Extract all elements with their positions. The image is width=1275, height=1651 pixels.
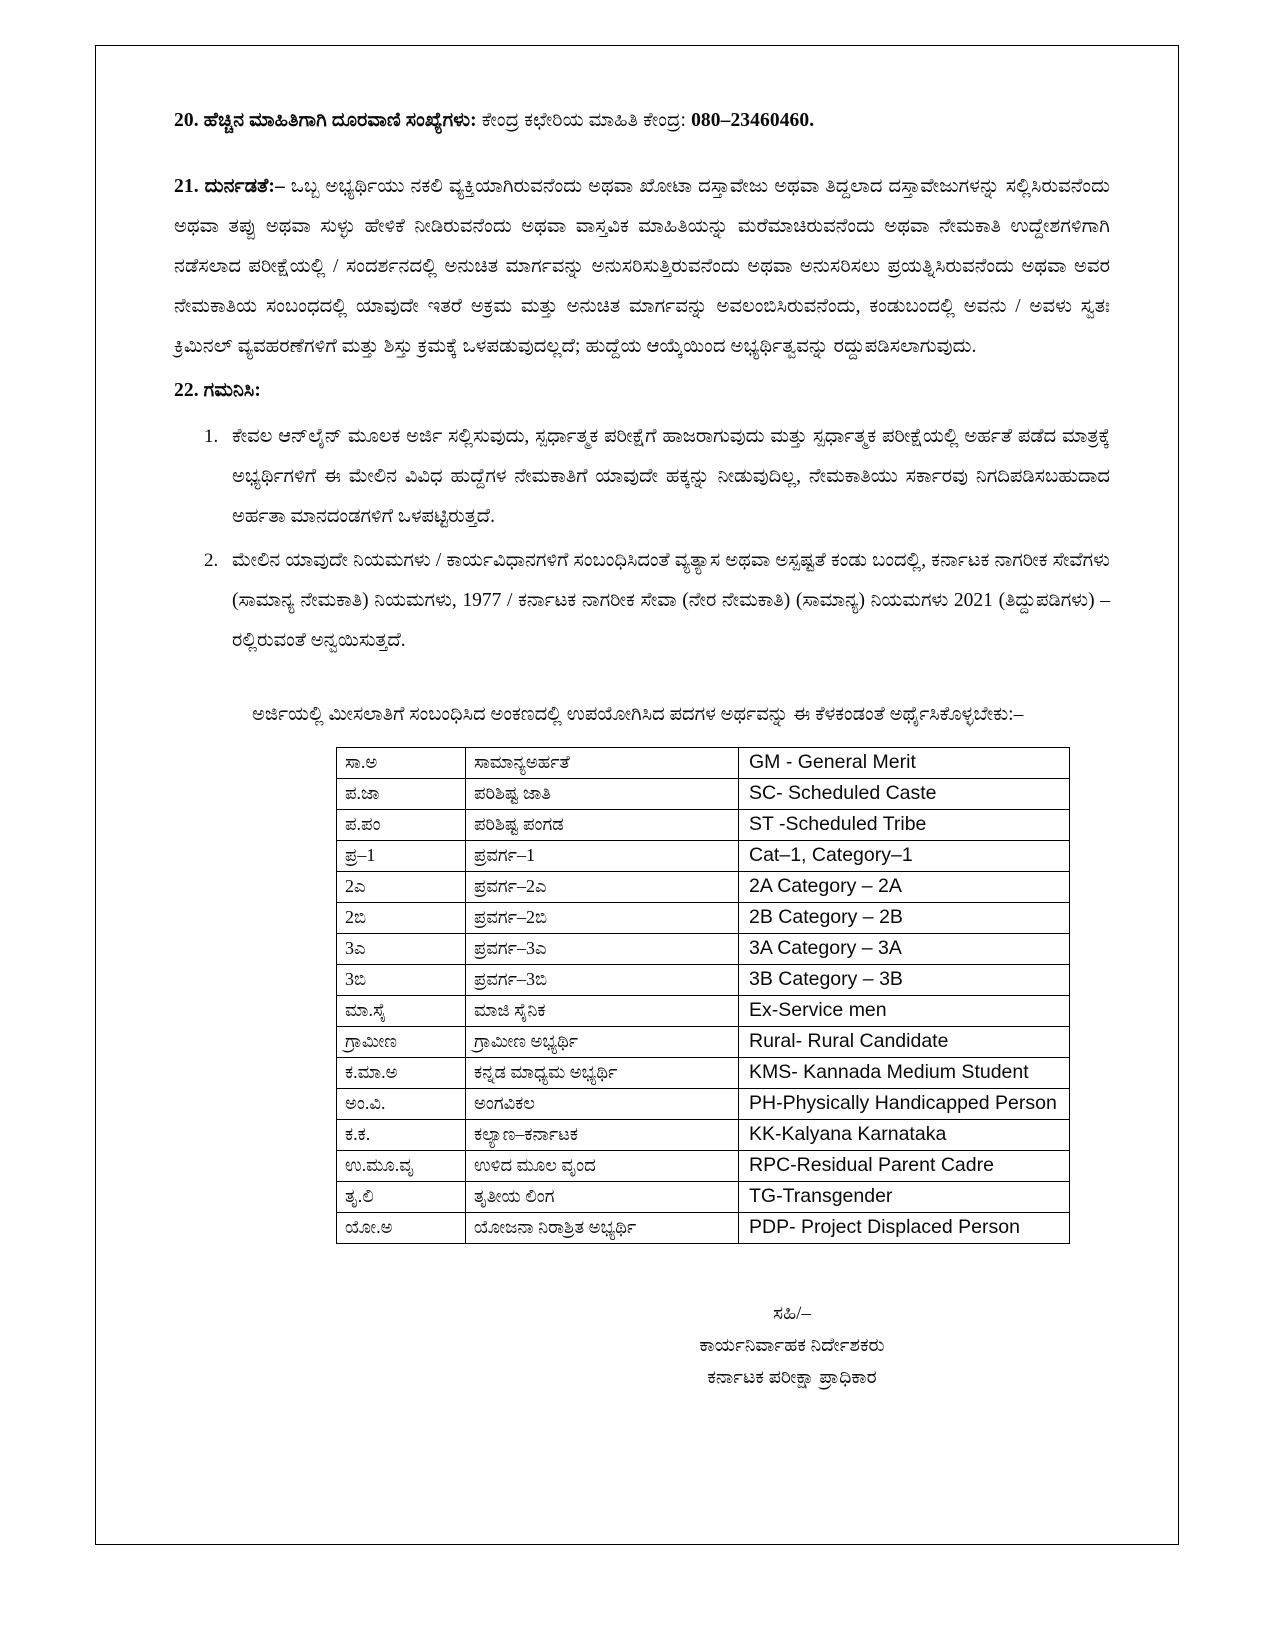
cell-kannada: ಕಲ್ಯಾಣ–ಕರ್ನಾಟಕ [466,1120,739,1151]
table-intro-text: ಅರ್ಜಿಯಲ್ಲಿ ಮೀಸಲಾತಿಗೆ ಸಂಬಂಧಿಸಿದ ಅಂಕಣದಲ್ಲಿ ಉಪಯೋಗಿಸಿದ ಪದಗಳ ಅರ್ಥವನ್ನು ಈ ಕೆಳಕಂಡಂತೆ ಅರ್ಥೈಸಿಕೊಳ್ಳಬೇಕು:– [252,704,1024,725]
cell-code: ಪ್ರ–1 [337,841,466,872]
cell-english: 3B Category – 3B [739,965,1070,996]
cell-kannada: ಪರಿಶಿಷ್ಟ ಜಾತಿ [466,779,739,810]
cell-kannada: ಅಂಗವಿಕಲ [466,1089,739,1120]
signature-designation: ಕಾರ್ಯನಿರ್ವಾಹಕ ನಿರ್ದೇಶಕರು [699,1335,885,1356]
table-row [337,872,1070,903]
cell-code: 2ಎ [337,872,466,903]
cell-english: SC- Scheduled Caste [739,779,1070,810]
cell-kannada: ತೃತೀಯ ಲಿಂಗ [466,1182,739,1213]
abbreviation-table-body [337,748,1070,1244]
table-row [337,903,1070,934]
notes-list [174,417,1110,661]
cell-english: 2A Category – 2A [739,872,1070,903]
table-row [337,996,1070,1027]
cell-code: ಪ.ಪಂ [337,810,466,841]
cell-code: ಕ.ಕ. [337,1120,466,1151]
table-row [337,1151,1070,1182]
document-page [95,45,1179,1545]
clause-20-body: ಕೇಂದ್ರ ಕಛೇರಿಯ ಮಾಹಿತಿ ಕೇಂದ್ರ: [476,110,692,131]
clause-22 [174,371,1110,411]
table-row [337,779,1070,810]
clause-21-number: 21. [174,176,199,197]
cell-english: KMS- Kannada Medium Student [739,1058,1070,1089]
table-row [337,810,1070,841]
clause-20-number: 20. [174,110,199,131]
table-row [337,1058,1070,1089]
cell-code: ಯೋ.ಅ [337,1213,466,1244]
clause-22-number: 22. [174,380,199,401]
cell-english: KK-Kalyana Karnataka [739,1120,1070,1151]
table-row [337,965,1070,996]
clause-20-phone: 080–23460460. [691,110,815,131]
cell-kannada: ಪ್ರವರ್ಗ–3ಎ [466,934,739,965]
cell-kannada: ಪ್ರವರ್ಗ–2ಬಿ [466,903,739,934]
cell-code: ತೃ.ಲಿ [337,1182,466,1213]
cell-english: PH-Physically Handicapped Person [739,1089,1070,1120]
cell-english: ST -Scheduled Tribe [739,810,1070,841]
note-text: ಮೇಲಿನ ಯಾವುದೇ ನಿಯಮಗಳು / ಕಾರ್ಯವಿಧಾನಗಳಿಗೆ ಸಂಬಂಧಿಸಿದಂತೆ ವ್ಯತ್ಯಾಸ ಅಥವಾ ಅಸ್ಪಷ್ಟತೆ ಕಂಡು ಬಂದಲ್ಲಿ, ಕರ್ನಾಟಕ ನಾಗರೀಕ ಸೇವೆಗಳು (ಸಾಮಾನ್ಯ ನೇಮಕಾತಿ) ನಿಯಮಗಳು, 1977 / ಕರ್ನಾಟಕ ನಾಗರೀಕ ಸೇವಾ (ನೇರ ನೇಮಕಾತಿ) (ಸಾಮಾನ್ಯ) ನಿಯಮಗಳು 2021 (ತಿದ್ದುಪಡಿಗಳು) – ರಲ್ಲಿರುವಂತೆ ಅನ್ವಯಿಸುತ್ತದೆ. [232,550,1110,651]
cell-code: ಕ.ಮಾ.ಅ [337,1058,466,1089]
table-row [337,748,1070,779]
abbreviation-table [336,747,1070,1244]
cell-kannada: ಪ್ರವರ್ಗ–2ಎ [466,872,739,903]
clause-21 [174,167,1110,367]
table-row [337,841,1070,872]
clause-20 [174,101,1110,141]
cell-code: ಗ್ರಾಮೀಣ [337,1027,466,1058]
table-row [337,1182,1070,1213]
cell-code: ಪ.ಜಾ [337,779,466,810]
clause-21-heading: ದುರ್ನಡತೆ:– [204,176,285,197]
cell-kannada: ಸಾಮಾನ್ಯಅರ್ಹತೆ [466,748,739,779]
clause-21-body: ಒಬ್ಬ ಅಭ್ಯರ್ಥಿಯು ನಕಲಿ ವ್ಯಕ್ತಿಯಾಗಿರುವನೆಂದು ಅಥವಾ ಖೋಟಾ ದಸ್ತಾವೇಜು ಅಥವಾ ತಿದ್ದಲಾದ ದಸ್ತಾವೇಜುಗಳನ್ನು ಸಲ್ಲಿಸಿರುವನೆಂದು ಅಥವಾ ತಪ್ಪು ಅಥವಾ ಸುಳ್ಳು ಹೇಳಿಕೆ ನೀಡಿರುವನೆಂದು ಅಥವಾ ವಾಸ್ತವಿಕ ಮಾಹಿತಿಯನ್ನು ಮರೆಮಾಚಿರುವನೆಂದು ಅಥವಾ ನೇಮಕಾತಿ ಉದ್ದೇಶಗಳಿಗಾಗಿ ನಡೆಸಲಾದ ಪರೀಕ್ಷೆಯಲ್ಲಿ / ಸಂದರ್ಶನದಲ್ಲಿ ಅನುಚಿತ ಮಾರ್ಗವನ್ನು ಅನುಸರಿಸುತ್ತಿರುವನೆಂದು ಅಥವಾ ಅನುಸರಿಸಲು ಪ್ರಯತ್ನಿಸಿರುವನೆಂದು ಅಥವಾ ಅವರ ನೇಮಕಾತಿಯ ಸಂಬಂಧದಲ್ಲಿ ಯಾವುದೇ ಇತರೆ ಅಕ್ರಮ ಮತ್ತು ಅನುಚಿತ ಮಾರ್ಗವನ್ನು ಅವಲಂಬಿಸಿರುವನೆಂದು, ಕಂಡುಬಂದಲ್ಲಿ ಅವನು / ಅವಳು ಸ್ವತಃ ಕ್ರಿಮಿನಲ್ ವ್ಯವಹರಣೆಗಳಿಗೆ ಮತ್ತು ಶಿಸ್ತು ಕ್ರಮಕ್ಕೆ ಒಳಪಡುವುದಲ್ಲದೆ; ಹುದ್ದೆಯ ಆಯ್ಕೆಯಿಂದ ಅಭ್ಯರ್ಥಿತ್ವವನ್ನು ರದ್ದುಪಡಿಸಲಾಗುವುದು. [174,176,1110,357]
signature-block [174,1298,1110,1394]
cell-english: TG-Transgender [739,1182,1070,1213]
table-row [337,1120,1070,1151]
cell-code: 3ಬಿ [337,965,466,996]
cell-english: GM - General Merit [739,748,1070,779]
cell-code: 3ಎ [337,934,466,965]
cell-code: ಅಂ.ವಿ. [337,1089,466,1120]
cell-code: ಸಾ.ಅ [337,748,466,779]
note-item [174,417,1110,537]
signature-authority: ಕರ್ನಾಟಕ ಪರೀಕ್ಷಾ ಪ್ರಾಧಿಕಾರ [707,1367,877,1388]
cell-english: Ex-Service men [739,996,1070,1027]
table-row [337,1089,1070,1120]
cell-kannada: ಪ್ರವರ್ಗ–1 [466,841,739,872]
cell-english: 2B Category – 2B [739,903,1070,934]
cell-code: 2ಬಿ [337,903,466,934]
clause-22-heading: ಗಮನಿಸಿ: [203,380,261,401]
cell-kannada: ಗ್ರಾಮೀಣ ಅಭ್ಯರ್ಥಿ [466,1027,739,1058]
cell-english: RPC-Residual Parent Cadre [739,1151,1070,1182]
cell-english: Cat–1, Category–1 [739,841,1070,872]
page-content [174,101,1110,1524]
cell-english: PDP- Project Displaced Person [739,1213,1070,1244]
cell-kannada: ಕನ್ನಡ ಮಾಧ್ಯಮ ಅಭ್ಯರ್ಥಿ [466,1058,739,1089]
cell-english: 3A Category – 3A [739,934,1070,965]
cell-kannada: ಉಳಿದ ಮೂಲ ವೃಂದ [466,1151,739,1182]
cell-kannada: ಯೋಜನಾ ನಿರಾಶ್ರಿತ ಅಭ್ಯರ್ಥಿ [466,1213,739,1244]
note-item [174,541,1110,661]
clause-20-heading: ಹೆಚ್ಚಿನ ಮಾಹಿತಿಗಾಗಿ ದೂರವಾಣಿ ಸಂಖ್ಯೆಗಳು: [203,110,477,131]
cell-english: Rural- Rural Candidate [739,1027,1070,1058]
cell-code: ಮಾ.ಸೈ [337,996,466,1027]
cell-kannada: ಪ್ರವರ್ಗ–3ಬಿ [466,965,739,996]
table-row [337,934,1070,965]
signature-sd: ಸಹಿ/– [773,1303,811,1324]
table-row [337,1027,1070,1058]
cell-kannada: ಮಾಜಿ ಸೈನಿಕ [466,996,739,1027]
cell-code: ಉ.ಮೂ.ವೃ [337,1151,466,1182]
cell-kannada: ಪರಿಶಿಷ್ಟ ಪಂಗಡ [466,810,739,841]
table-row [337,1213,1070,1244]
note-text: ಕೇವಲ ಆನ್‌ಲೈನ್ ಮೂಲಕ ಅರ್ಜಿ ಸಲ್ಲಿಸುವುದು, ಸ್ಪರ್ಧಾತ್ಮಕ ಪರೀಕ್ಷೆಗೆ ಹಾಜರಾಗುವುದು ಮತ್ತು ಸ್ಪರ್ಧಾತ್ಮಕ ಪರೀಕ್ಷೆಯಲ್ಲಿ ಅರ್ಹತೆ ಪಡೆದ ಮಾತ್ರಕ್ಕೆ ಅಭ್ಯರ್ಥಿಗಳಿಗೆ ಈ ಮೇಲಿನ ವಿವಿಧ ಹುದ್ದೆಗಳ ನೇಮಕಾತಿಗೆ ಯಾವುದೇ ಹಕ್ಕನ್ನು ನೀಡುವುದಿಲ್ಲ, ನೇಮಕಾತಿಯು ಸರ್ಕಾರವು ನಿಗದಿಪಡಿಸಬಹುದಾದ ಅರ್ಹತಾ ಮಾನದಂಡಗಳಿಗೆ ಒಳಪಟ್ಟಿರುತ್ತದೆ. [232,426,1110,527]
